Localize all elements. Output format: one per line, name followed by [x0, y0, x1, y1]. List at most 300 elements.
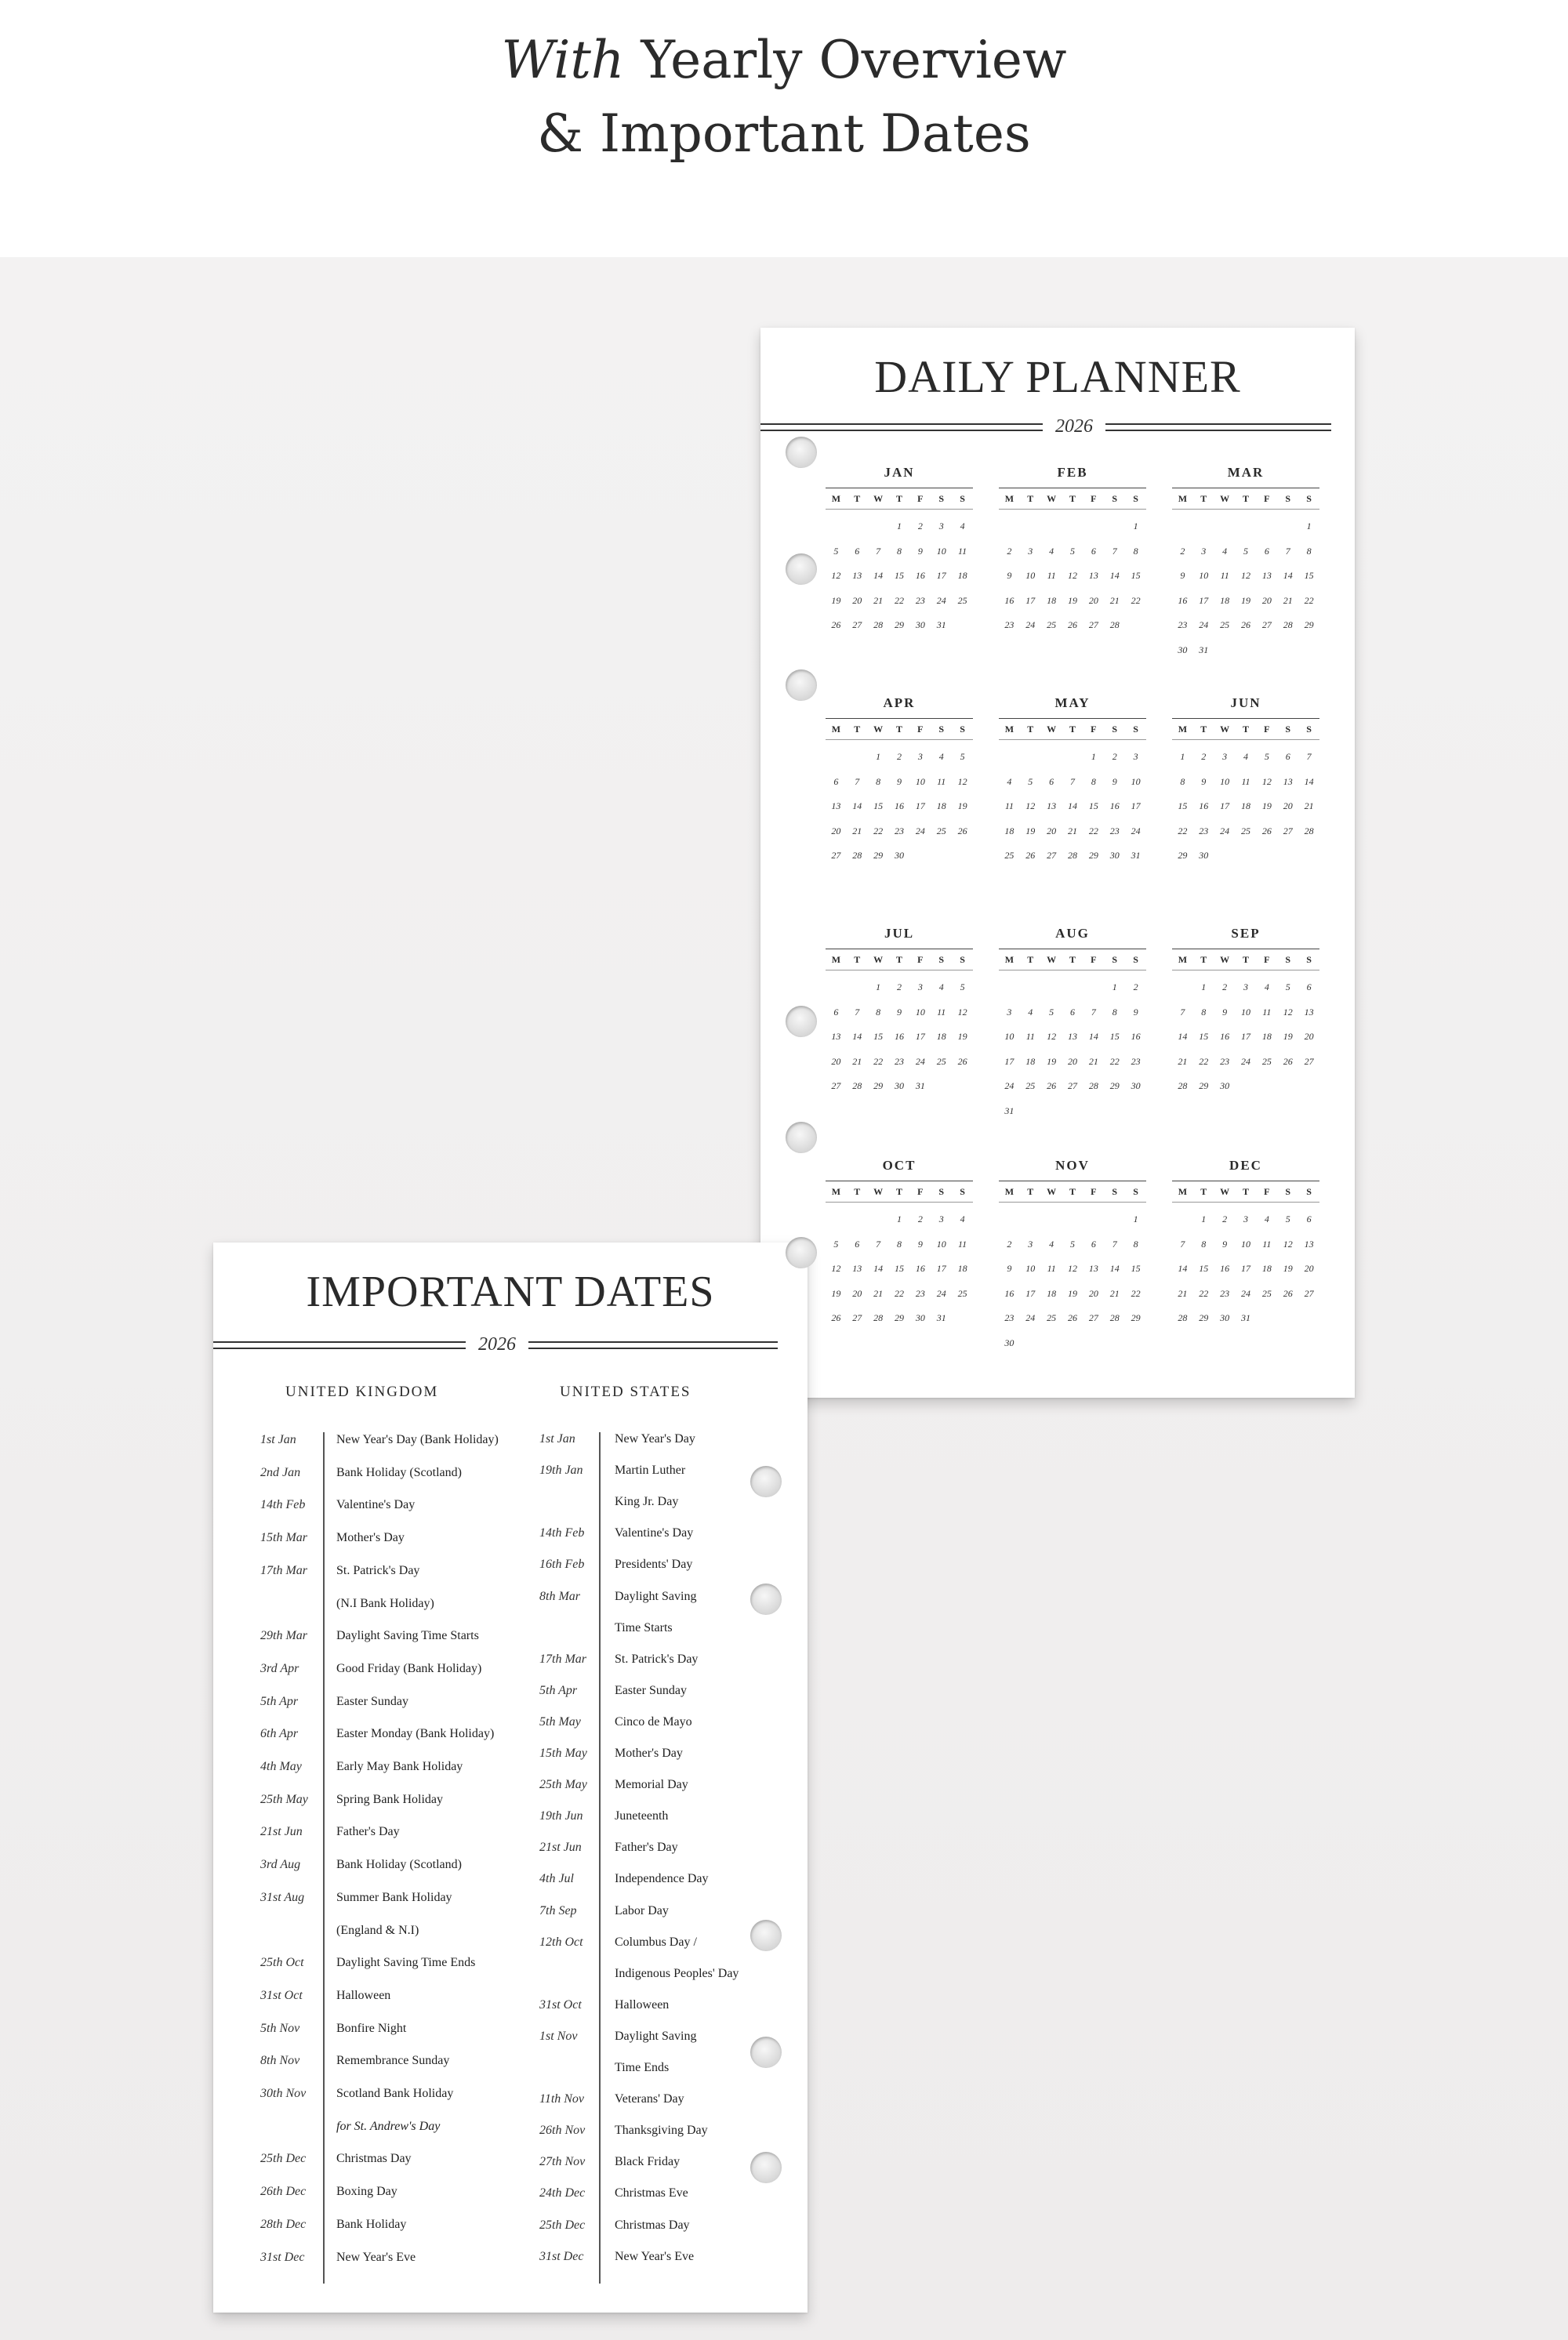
weekday-label: W — [1047, 954, 1057, 965]
month-calendar-apr — [826, 693, 973, 869]
day-cell: 25 — [936, 825, 946, 836]
month-calendar-sep — [1172, 923, 1319, 1099]
planner-rule-left-2 — [760, 430, 1043, 431]
weekday-label: T — [1200, 1186, 1207, 1197]
day-cell — [999, 514, 1020, 539]
us-divider — [599, 1432, 601, 2284]
day-cell: 1 — [1201, 1214, 1207, 1224]
day-cell: 17 — [1004, 1055, 1014, 1067]
day-cell: 27 — [1283, 825, 1293, 836]
weekday-label: S — [1133, 954, 1138, 965]
day-cell: 15 — [1199, 1263, 1209, 1274]
uk-event: Boxing Day — [336, 2185, 397, 2199]
day-cell: 17 — [1025, 594, 1036, 606]
weekday-rule — [826, 509, 973, 510]
heading-emphasis: With — [501, 30, 625, 90]
week-rows — [826, 745, 973, 869]
day-cell: 17 — [915, 1031, 925, 1042]
week-row — [826, 819, 973, 844]
day-cell: 12 — [1025, 800, 1036, 811]
day-cell: 26 — [831, 1312, 841, 1323]
week-row — [826, 1074, 973, 1099]
day-cell: 11 — [1047, 570, 1056, 581]
day-cell — [1277, 843, 1298, 869]
day-cell: 8 — [1133, 1238, 1138, 1250]
weekday-label: M — [831, 724, 841, 735]
day-cell: 2 — [917, 1214, 923, 1224]
day-cell — [1236, 514, 1257, 539]
day-cell: 9 — [1007, 570, 1012, 581]
day-cell: 25 — [936, 1055, 946, 1067]
day-cell: 21 — [873, 1287, 884, 1299]
day-cell — [1041, 514, 1062, 539]
planner-rule-right-2 — [1105, 430, 1331, 431]
day-cell: 29 — [1178, 850, 1188, 861]
binder-hole — [750, 2152, 782, 2183]
day-cell: 6 — [855, 545, 860, 557]
day-cell: 21 — [1109, 594, 1120, 606]
day-cell: 28 — [852, 1080, 862, 1091]
weekday-label: T — [854, 724, 861, 735]
day-cell: 25 — [1240, 825, 1250, 836]
day-cell: 29 — [1199, 1312, 1209, 1323]
day-cell: 19 — [1047, 1055, 1057, 1067]
planner-rule-left-1 — [760, 423, 1043, 425]
month-calendar-dec — [1172, 1155, 1319, 1331]
day-cell: 3 — [938, 1214, 944, 1224]
binder-hole — [750, 1584, 782, 1615]
day-cell: 8 — [876, 1006, 881, 1018]
day-cell: 15 — [1131, 1263, 1141, 1274]
day-cell: 3 — [938, 521, 944, 531]
week-row — [1172, 843, 1319, 869]
weekday-header — [1172, 1181, 1319, 1202]
week-rows — [1172, 514, 1319, 662]
important-dates-sheet — [213, 1243, 808, 2313]
weekday-label: M — [1178, 1186, 1188, 1197]
day-cell — [1041, 745, 1062, 770]
day-cell: 11 — [937, 1006, 946, 1018]
day-cell: 3 — [1028, 1238, 1033, 1250]
day-cell — [1083, 1207, 1104, 1232]
month-calendar-feb — [999, 463, 1146, 638]
day-cell: 8 — [1133, 545, 1138, 557]
day-cell: 13 — [1088, 1263, 1098, 1274]
week-row — [826, 514, 973, 539]
weekday-header — [1172, 488, 1319, 509]
day-cell: 28 — [873, 619, 884, 630]
uk-date: 26th Dec — [260, 2185, 307, 2199]
heading-line-1 — [0, 24, 1568, 97]
week-row — [999, 1306, 1146, 1331]
day-cell — [1062, 1207, 1083, 1232]
day-cell — [1256, 843, 1277, 869]
day-cell: 8 — [1306, 545, 1312, 557]
us-date: 1st Jan — [539, 1432, 575, 1446]
week-row — [999, 843, 1146, 869]
weekday-label: F — [1091, 724, 1097, 735]
uk-event: Bank Holiday (Scotland) — [336, 1858, 462, 1872]
day-cell: 25 — [1004, 850, 1014, 861]
day-cell: 12 — [1067, 1263, 1077, 1274]
day-cell: 10 — [1004, 1031, 1014, 1042]
week-row — [826, 770, 973, 795]
day-cell — [1277, 638, 1298, 663]
us-event: Independence Day — [615, 1872, 709, 1886]
day-cell: 27 — [1067, 1080, 1077, 1091]
day-cell — [1193, 514, 1214, 539]
weekday-label: S — [1133, 493, 1138, 504]
month-calendar-oct — [826, 1155, 973, 1331]
dates-rule-right-2 — [528, 1348, 778, 1349]
day-cell: 14 — [852, 800, 862, 811]
weekday-label: M — [1004, 1186, 1014, 1197]
day-cell: 23 — [1109, 825, 1120, 836]
month-calendar-mar — [1172, 463, 1319, 662]
weekday-label: W — [1047, 724, 1057, 735]
weekday-label: S — [1285, 724, 1291, 735]
day-cell: 22 — [1304, 594, 1314, 606]
day-cell — [1256, 1074, 1277, 1099]
day-cell: 29 — [873, 850, 884, 861]
week-row — [826, 539, 973, 564]
week-rows — [826, 975, 973, 1099]
month-name: SEP — [1231, 926, 1261, 941]
day-cell: 25 — [1047, 619, 1057, 630]
week-rows — [1172, 1207, 1319, 1331]
weekday-header — [1172, 949, 1319, 970]
day-cell: 13 — [831, 1031, 841, 1042]
us-event: Time Ends — [615, 2061, 670, 2074]
week-row — [1172, 589, 1319, 614]
day-cell: 31 — [1199, 644, 1209, 655]
day-cell: 16 — [1220, 1031, 1230, 1042]
day-cell: 12 — [1283, 1006, 1293, 1018]
us-event: Halloween — [615, 1997, 670, 2012]
day-cell: 18 — [936, 1031, 946, 1042]
month-calendar-may — [999, 693, 1146, 869]
day-cell: 11 — [937, 775, 946, 787]
week-row — [1172, 1074, 1319, 1099]
us-date: 21st Jun — [539, 1841, 582, 1855]
day-cell: 12 — [957, 775, 967, 787]
uk-date: 5th Apr — [260, 1694, 299, 1708]
uk-date: 31st Aug — [260, 1890, 305, 1904]
day-cell: 28 — [873, 1312, 884, 1323]
day-cell: 11 — [958, 545, 967, 557]
us-event: Valentine's Day — [615, 1526, 694, 1540]
weekday-label: S — [1133, 724, 1138, 735]
day-cell: 11 — [1004, 800, 1014, 811]
day-cell: 18 — [936, 800, 946, 811]
day-cell: 29 — [873, 1080, 884, 1091]
day-cell: 31 — [936, 1312, 946, 1323]
weekday-label: F — [917, 724, 924, 735]
day-cell: 30 — [915, 619, 925, 630]
uk-date: 3rd Apr — [260, 1661, 299, 1675]
uk-date: 29th Mar — [260, 1629, 307, 1643]
day-cell — [1062, 1099, 1083, 1124]
day-cell: 9 — [896, 1006, 902, 1018]
weekday-label: W — [873, 724, 884, 735]
day-cell: 20 — [831, 1055, 841, 1067]
uk-date: 31st Oct — [260, 1988, 303, 2002]
day-cell: 19 — [831, 594, 841, 606]
planner-title: DAILY PLANNER — [874, 351, 1241, 402]
week-row — [999, 1099, 1146, 1124]
weekday-label: T — [1069, 954, 1076, 965]
us-event: Christmas Eve — [615, 2186, 688, 2200]
uk-date: 3rd Aug — [260, 1858, 301, 1872]
day-cell: 26 — [1261, 825, 1272, 836]
weekday-label: M — [831, 954, 841, 965]
uk-event: Daylight Saving Time Starts — [336, 1629, 479, 1643]
day-cell: 6 — [833, 775, 839, 787]
day-cell: 26 — [1283, 1055, 1293, 1067]
day-cell: 3 — [917, 981, 923, 992]
day-cell — [1104, 1331, 1125, 1356]
day-cell: 21 — [1304, 800, 1314, 811]
day-cell: 3 — [917, 751, 923, 762]
us-event: New Year's Eve — [615, 2249, 695, 2263]
day-cell: 15 — [1304, 570, 1314, 581]
us-event: Time Starts — [615, 1620, 673, 1634]
day-cell: 14 — [1088, 1031, 1098, 1042]
uk-event: for St. Andrew's Day — [336, 2119, 441, 2133]
week-row — [826, 1282, 973, 1307]
day-cell: 18 — [1261, 1031, 1272, 1042]
day-cell: 2 — [896, 981, 902, 992]
day-cell — [1062, 1331, 1083, 1356]
month-name: FEB — [1057, 465, 1088, 480]
weekday-label: S — [960, 954, 965, 965]
day-cell: 4 — [1007, 775, 1012, 787]
week-row — [999, 794, 1146, 819]
day-cell: 13 — [852, 570, 862, 581]
uk-date: 31st Dec — [260, 2250, 305, 2264]
day-cell: 19 — [1283, 1263, 1293, 1274]
weekday-header — [999, 719, 1146, 739]
day-cell: 1 — [876, 751, 881, 762]
day-cell — [1125, 613, 1146, 638]
day-cell: 15 — [873, 1031, 884, 1042]
day-cell: 24 — [1131, 825, 1141, 836]
day-cell: 16 — [915, 1263, 925, 1274]
us-event: New Year's Day — [615, 1432, 695, 1446]
day-cell: 9 — [1133, 1006, 1138, 1018]
day-cell: 17 — [936, 1263, 946, 1274]
planner-year: 2026 — [1055, 416, 1093, 437]
day-cell: 26 — [1067, 619, 1077, 630]
us-date: 27th Nov — [539, 2155, 586, 2169]
day-cell: 15 — [894, 570, 904, 581]
month-calendar-jul — [826, 923, 973, 1099]
weekday-label: T — [1242, 1186, 1249, 1197]
day-cell: 24 — [1220, 825, 1230, 836]
day-cell — [952, 1306, 973, 1331]
day-cell: 9 — [1112, 775, 1117, 787]
day-cell: 24 — [1199, 619, 1209, 630]
weekday-label: T — [854, 1186, 861, 1197]
week-row — [1172, 1000, 1319, 1025]
day-cell: 7 — [1180, 1238, 1185, 1250]
day-cell: 5 — [1069, 1238, 1075, 1250]
weekday-label: S — [1306, 1186, 1312, 1197]
day-cell: 19 — [1261, 800, 1272, 811]
day-cell: 7 — [1285, 545, 1290, 557]
day-cell: 27 — [1304, 1055, 1314, 1067]
uk-event: Spring Bank Holiday — [336, 1792, 443, 1806]
day-cell: 4 — [1264, 1214, 1269, 1224]
day-cell: 7 — [855, 1006, 860, 1018]
week-row — [826, 1050, 973, 1075]
day-cell: 28 — [1067, 850, 1077, 861]
us-date: 25th May — [539, 1778, 587, 1792]
week-rows — [1172, 975, 1319, 1099]
us-date: 7th Sep — [539, 1903, 577, 1917]
day-cell: 22 — [894, 594, 904, 606]
uk-date: 14th Feb — [260, 1498, 306, 1512]
day-cell: 17 — [1131, 800, 1141, 811]
week-row — [999, 514, 1146, 539]
week-row — [1172, 1257, 1319, 1282]
day-cell: 11 — [1262, 1006, 1272, 1018]
day-cell: 5 — [1028, 775, 1033, 787]
us-event: Martin Luther — [615, 1464, 686, 1478]
day-cell: 18 — [1047, 1287, 1057, 1299]
weekday-label: T — [895, 493, 902, 504]
weekday-label: T — [895, 954, 902, 965]
day-cell: 5 — [833, 545, 839, 557]
week-row — [826, 1257, 973, 1282]
day-cell: 13 — [1088, 570, 1098, 581]
uk-date: 4th May — [260, 1760, 302, 1773]
day-cell: 27 — [852, 1312, 862, 1323]
day-cell — [826, 975, 847, 1000]
day-cell: 22 — [873, 1055, 884, 1067]
day-cell: 15 — [894, 1263, 904, 1274]
day-cell: 10 — [1220, 775, 1230, 787]
day-cell: 6 — [1285, 751, 1290, 762]
day-cell: 10 — [1025, 1263, 1036, 1274]
day-cell: 18 — [1240, 800, 1250, 811]
day-cell — [868, 514, 889, 539]
weekday-label: F — [917, 1186, 924, 1197]
week-row — [1172, 770, 1319, 795]
day-cell: 5 — [960, 751, 965, 762]
weekday-label: W — [1047, 1186, 1057, 1197]
week-row — [1172, 638, 1319, 663]
weekday-label: F — [917, 954, 924, 965]
day-cell: 17 — [1199, 594, 1209, 606]
day-cell: 16 — [915, 570, 925, 581]
day-cell — [1083, 1331, 1104, 1356]
uk-event: Easter Sunday — [336, 1694, 408, 1708]
day-cell: 5 — [1069, 545, 1075, 557]
day-cell: 19 — [1025, 825, 1036, 836]
day-cell: 15 — [873, 800, 884, 811]
day-cell: 21 — [852, 825, 862, 836]
month-name: MAR — [1227, 465, 1265, 480]
binder-hole — [750, 1920, 782, 1951]
binder-hole — [786, 437, 817, 468]
day-cell: 30 — [1220, 1080, 1230, 1091]
day-cell: 7 — [1306, 751, 1312, 762]
us-date: 19th Jun — [539, 1809, 583, 1823]
uk-event: Mother's Day — [336, 1531, 405, 1545]
us-date: 31st Oct — [539, 1997, 582, 2012]
us-event: Daylight Saving — [615, 1589, 697, 1603]
day-cell: 21 — [1109, 1287, 1120, 1299]
week-row — [999, 1282, 1146, 1307]
day-cell: 13 — [1047, 800, 1057, 811]
day-cell: 29 — [1304, 619, 1314, 630]
day-cell: 13 — [1304, 1006, 1314, 1018]
day-cell: 1 — [876, 981, 881, 992]
day-cell: 22 — [1088, 825, 1098, 836]
day-cell: 18 — [1047, 594, 1057, 606]
weekday-rule — [999, 739, 1146, 740]
day-cell: 22 — [1199, 1287, 1209, 1299]
day-cell — [1298, 1074, 1319, 1099]
day-cell — [1125, 1331, 1146, 1356]
weekday-label: S — [1112, 724, 1118, 735]
day-cell: 18 — [1025, 1055, 1036, 1067]
day-cell: 31 — [915, 1080, 925, 1091]
day-cell: 4 — [1264, 981, 1269, 992]
day-cell: 7 — [1112, 1238, 1117, 1250]
uk-event: Father's Day — [336, 1825, 400, 1839]
day-cell: 17 — [1220, 800, 1230, 811]
weekday-label: T — [1069, 724, 1076, 735]
day-cell: 15 — [1178, 800, 1188, 811]
month-name: OCT — [882, 1158, 916, 1173]
day-cell — [1104, 1099, 1125, 1124]
day-cell: 20 — [1088, 594, 1098, 606]
month-calendar-nov — [999, 1155, 1146, 1355]
us-event: Presidents' Day — [615, 1558, 693, 1572]
weekday-label: T — [854, 954, 861, 965]
day-cell: 17 — [1240, 1263, 1250, 1274]
day-cell: 31 — [1131, 850, 1141, 861]
day-cell: 22 — [1178, 825, 1188, 836]
day-cell: 13 — [1283, 775, 1293, 787]
day-cell: 8 — [1180, 775, 1185, 787]
day-cell: 30 — [1199, 850, 1209, 861]
day-cell: 2 — [1180, 545, 1185, 557]
day-cell: 7 — [1180, 1006, 1185, 1018]
day-cell: 23 — [894, 825, 904, 836]
day-cell: 21 — [1178, 1055, 1188, 1067]
day-cell: 28 — [1109, 1312, 1120, 1323]
us-event: Mother's Day — [615, 1747, 683, 1760]
uk-date: 25th May — [260, 1792, 308, 1806]
day-cell: 6 — [1069, 1006, 1075, 1018]
day-cell: 22 — [894, 1287, 904, 1299]
weekday-label: W — [1047, 493, 1057, 504]
day-cell: 8 — [1091, 775, 1096, 787]
weekday-label: T — [854, 493, 861, 504]
week-row — [999, 539, 1146, 564]
month-calendar-jan — [826, 463, 973, 638]
us-date: 15th May — [539, 1747, 587, 1760]
day-cell: 5 — [960, 981, 965, 992]
weekday-label: T — [1200, 724, 1207, 735]
day-cell — [931, 1074, 952, 1099]
promo-heading — [0, 24, 1568, 171]
weekday-header — [826, 949, 973, 970]
day-cell — [1041, 975, 1062, 1000]
